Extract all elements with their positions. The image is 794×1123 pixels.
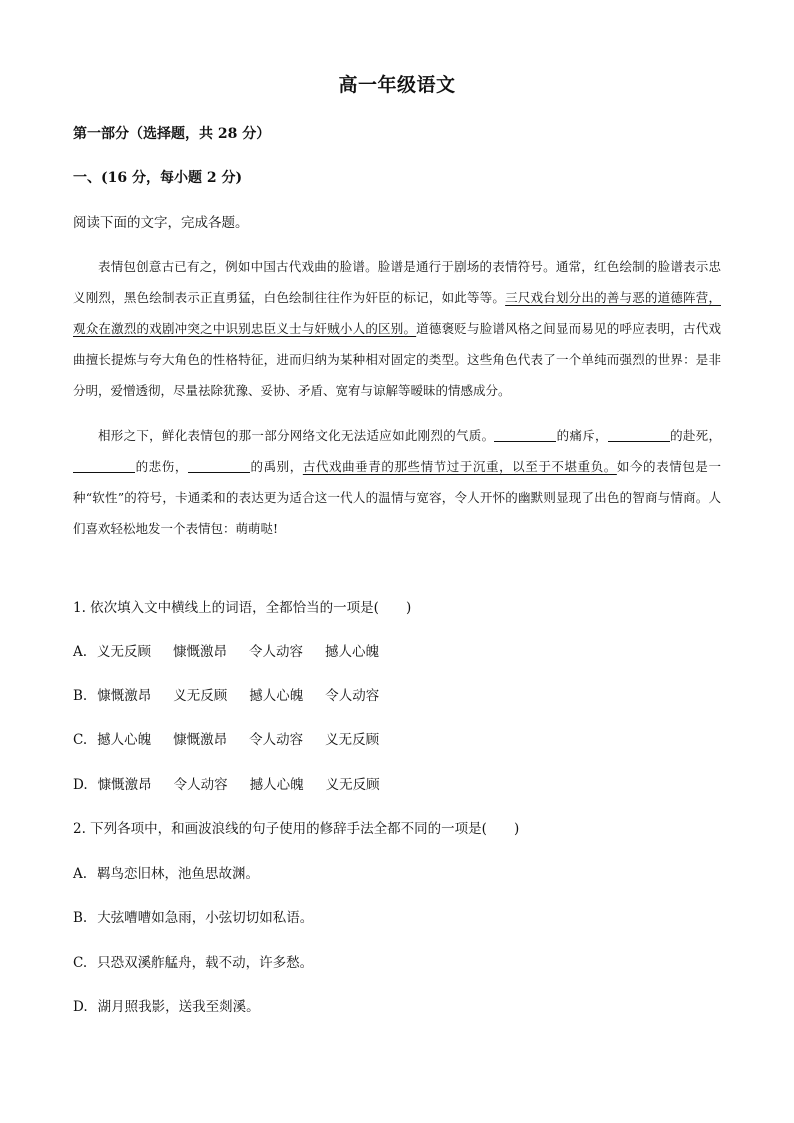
option-letter: D. [73,999,88,1015]
option-text: 只恐双溪舴艋舟，载不动，许多愁。 [97,955,314,971]
question-1-option-a[interactable] [73,640,401,660]
question-2-option-d[interactable] [73,995,260,1015]
option-letter: B. [73,688,88,704]
option-letter: C. [73,732,88,748]
passage-paragraph-1 [73,251,721,406]
option-word: 慷慨激昂 [173,644,228,660]
page-title: 高一年级语文 [338,74,456,96]
option-word: 义无反顾 [325,777,380,793]
passage-text: 表情包创意古已有之，例如中国古代戏曲的脸谱。脸谱是通行于剧场的表情符号。通常，红色绘制的脸谱表示忠义刚烈，黑色绘制表示正直勇猛，白色绘制往往作为奸臣的标记，如此等等。 [73,259,721,305]
underlined-sentence: 三尺戏台划分出的善与恶的道德阵营，观众在激烈的戏剧冲突之中识别忠臣义士与奸贼小人的区别。 [73,290,721,336]
option-word: 慷慨激昂 [97,777,152,793]
option-word: 撼人心魄 [249,777,304,793]
option-word: 令人动容 [249,644,304,660]
passage-paragraph-2 [73,420,721,544]
option-word: 义无反顾 [173,688,228,704]
question-1-stem: 1. 依次填入文中横线上的词语，全都恰当的一项是( ) [73,600,412,616]
passage-text: 相形之下，鲜化表情包的那一部分网络文化无法适应如此刚烈的气质。 [98,428,495,443]
option-word: 义无反顾 [325,732,380,748]
option-word: 撼人心魄 [97,732,152,748]
section-heading: 一、(16 分，每小题 2 分) [73,170,243,186]
question-2-option-a[interactable] [73,862,259,882]
passage-text: 的悲伤， [135,459,188,474]
option-text: 大弦嘈嘈如急雨，小弦切切如私语。 [97,910,314,926]
option-word: 令人动容 [173,777,228,793]
option-word: 撼人心魄 [249,688,304,704]
option-word: 令人动容 [249,732,304,748]
question-1-option-c[interactable] [73,728,401,748]
reading-passage [73,251,721,544]
passage-text: 道德褒贬与脸谱风格之间显而易见的呼应表明，古代戏曲擅长提炼与夸大角色的性格特征，进而归纳为某种相对固定的类型。这些角色代表了一个单纯而强烈的世界：是非分明，爱憎透彻，尽量祛除犹豫、妥协、矛盾、宽宥与谅解等暧昧的情感成分。 [73,321,721,398]
option-letter: A. [73,866,88,882]
question-1-option-b[interactable] [73,684,401,704]
wavy-underlined-sentence: 古代戏曲垂青的那些情节过于沉重，以至于不堪重负。 [302,459,617,474]
passage-text: 的赴死， [669,428,721,443]
passage-text: 的痛斥， [556,428,608,443]
fill-blank-4 [188,460,250,474]
question-2-option-b[interactable] [73,906,313,926]
passage-text: 如今的表情包是一种“软性”的符号，卡通柔和的表达更为适合这一代人的温情与宽容，令人开怀的幽默则显现了出色的智商与情商。人们喜欢轻松地发一个表情包：萌萌哒! [73,459,721,536]
option-letter: D. [73,777,88,793]
option-word: 慷慨激昂 [173,732,228,748]
option-text: 羁鸟恋旧林，池鱼思故渊。 [97,866,260,882]
question-1-option-d[interactable] [73,773,402,793]
fill-blank-3 [73,460,135,474]
fill-blank-2 [608,429,670,443]
reading-instruction: 阅读下面的文字，完成各题。 [73,215,249,231]
option-word: 撼人心魄 [325,644,380,660]
fill-blank-1 [494,429,556,443]
part-heading: 第一部分（选择题，共 28 分） [73,126,271,142]
option-word: 义无反顾 [97,644,152,660]
option-word: 慷慨激昂 [97,688,152,704]
question-2-stem: 2. 下列各项中，和画波浪线的句子使用的修辞手法全都不同的一项是( ) [73,821,520,837]
option-letter: A. [73,644,88,660]
question-2-option-c[interactable] [73,951,313,971]
passage-text: 的禹别， [249,459,303,474]
option-text: 湖月照我影，送我至剡溪。 [97,999,260,1015]
option-word: 令人动容 [325,688,380,704]
option-letter: B. [73,910,88,926]
option-letter: C. [73,955,88,971]
